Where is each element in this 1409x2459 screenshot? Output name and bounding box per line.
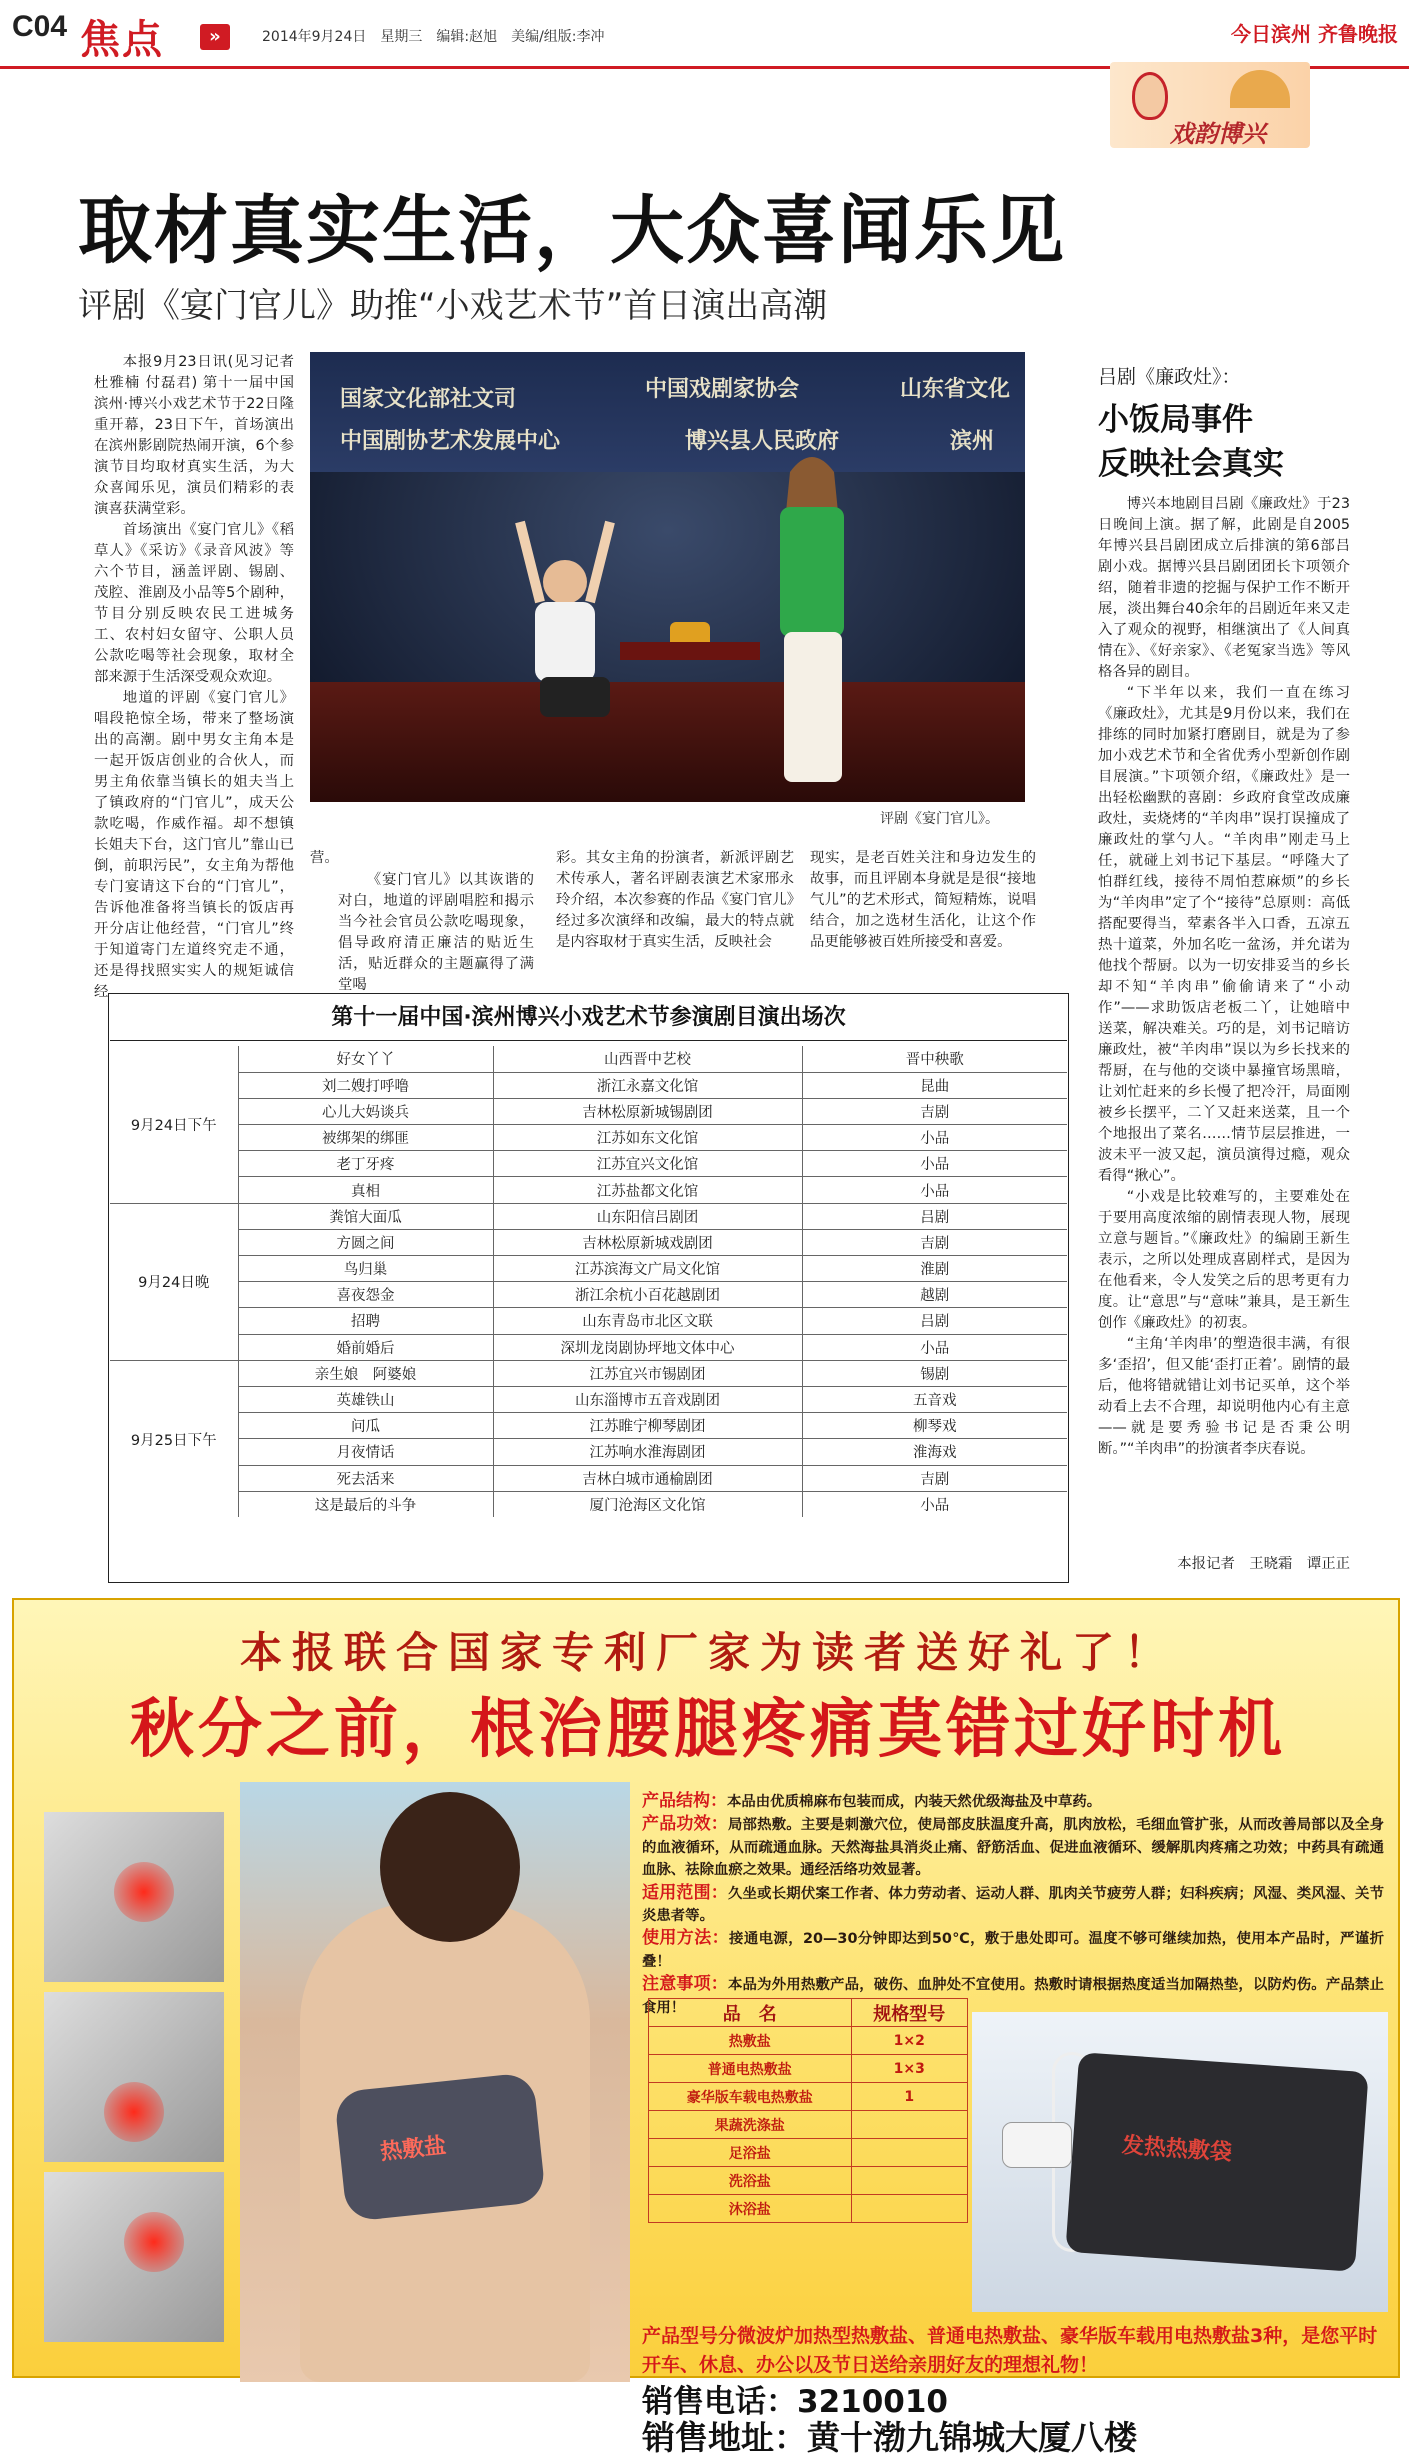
section-arrow-icon: »	[200, 24, 230, 50]
schedule-play: 招聘	[238, 1308, 493, 1334]
subheadline: 评剧《宴门官儿》助推“小戏艺术节”首日演出高潮	[78, 286, 828, 326]
ad-description	[642, 1790, 1384, 2019]
ad-headline-1: 本报联合国家专利厂家为读者送好礼了！	[239, 1628, 1176, 1677]
schedule-play: 这是最后的斗争	[238, 1491, 493, 1517]
side-paragraph: “下半年以来，我们一直在练习《廉政灶》，尤其是9月份以来，我们在排练的同时加紧打磨剧目，就是为了参加小戏艺术节和全省优秀小型新创作剧目展演。”卞项领介绍，《廉政灶》是一出轻松幽默的喜剧：乡政府食堂改成廉政灶，卖烧烤的“羊肉串”误打误撞成了廉政灶的掌勺人。“羊肉串”刚走马上任，就碰上刘书记下基层。“呼隆大了怕群红线，接待不周怕惹麻烦”的乡长为“羊肉串”定了个“接待”总原则：高低搭配要得当，荤素各半入口香，五凉五热十道菜，外加名吃一盆汤，并允诺为他找个帮厨。以为一切安排妥当的乡长却不知“羊肉串”偷偷请来了“小动作”——求助饭店老板二丫，让她暗中送菜，解决难关。巧的是，刘书记暗访廉政灶，被“羊肉串”误以为乡长找来的帮厨，在与他的交谈中暴撞官场黑暗，让刘忙赶来的乡长慢了把冷汗，局面刚被乡长摆平，二丫又赶来送菜，且一个个地报出了菜名……情节层层推进，一波未平一波又起，演员演得过瘾，观众看得“揪心”。	[1098, 685, 1350, 1184]
table-row	[110, 1177, 1067, 1203]
advertisement	[12, 1598, 1400, 2457]
schedule-genre: 晋中秧歌	[802, 1046, 1067, 1072]
logo-text: 戏韵博兴	[1170, 119, 1266, 148]
schedule-table	[110, 1046, 1067, 1517]
schedule-title-rule	[110, 1040, 1067, 1041]
side-paragraph: “主角‘羊肉串’的塑造很丰满，有很多‘歪招’，但又能‘歪打正着’。剧情的最后，他将错就错让刘书记买单，这个举动看上去不合理，却说明他内心有主意——就是要秀验书记是否秉公明断。”“羊肉串”的扮演者李庆春说。	[1098, 1336, 1350, 1457]
side-byline: 本报记者 王晓霜 谭正正	[1177, 1556, 1350, 1572]
ad-desc-text: 本品由优质棉麻布包装而成，内装天然优级海盐及中草药。	[727, 1794, 1102, 1810]
ad-desc-label: 产品功效：	[642, 1814, 728, 1835]
schedule-troupe: 吉林松原新城戏剧团	[493, 1229, 802, 1255]
table-row	[649, 1999, 968, 2027]
ad-spec-name: 足浴盐	[649, 2139, 852, 2167]
table-row	[110, 1151, 1067, 1177]
schedule-play: 被绑架的绑匪	[238, 1125, 493, 1151]
banner-text: 滨州	[950, 429, 995, 454]
schedule-genre: 吕剧	[802, 1308, 1067, 1334]
table-row	[649, 2083, 968, 2111]
table-row	[110, 1308, 1067, 1334]
ad-spec-name: 果蔬洗涤盐	[649, 2111, 852, 2139]
ad-spec-size	[851, 2111, 967, 2139]
article-paragraph: 本报9月23日讯(见习记者 杜雅楠 付磊君) 第十一届中国滨州·博兴小戏艺术节于22日隆重开幕，23日下午，首场演出在滨州影剧院热闹开演，6个参演节目均取材真实生活，为大众喜闻乐见，演员们精彩的表演喜获满堂彩。	[94, 354, 294, 517]
opera-mask-icon	[1132, 72, 1168, 120]
article-column-5	[810, 848, 1036, 980]
ad-knee-photo	[44, 2172, 224, 2342]
ad-shoulder-photo	[44, 1812, 224, 1982]
schedule-play: 鸟归巢	[238, 1256, 493, 1282]
schedule-genre: 小品	[802, 1334, 1067, 1360]
schedule-play: 死去活来	[238, 1465, 493, 1491]
banner-text: 山东省文化	[900, 377, 1011, 402]
table-row	[110, 1386, 1067, 1412]
actress-figure	[730, 442, 890, 798]
stage-photo	[310, 352, 1025, 798]
ad-spec-size	[851, 2167, 967, 2195]
banner-text: 博兴县人民政府	[685, 429, 840, 454]
ad-spec-size	[851, 2139, 967, 2167]
schedule-play: 心儿大妈谈兵	[238, 1098, 493, 1124]
model-hair	[380, 1792, 520, 1942]
article-paragraph: 《宴门官儿》以其诙谐的对白，地道的评剧唱腔和揭示当今社会官员公款吃喝现象，倡导政府清正廉洁的贴近生活，贴近群众的主题赢得了满堂喝	[338, 872, 534, 993]
table-row	[649, 2055, 968, 2083]
schedule-genre: 小品	[802, 1491, 1067, 1517]
table-row	[649, 2027, 968, 2055]
article-column-1	[94, 352, 294, 1000]
schedule-play: 月夜情话	[238, 1439, 493, 1465]
table-row	[110, 1125, 1067, 1151]
opera-logo	[1110, 62, 1310, 148]
schedule-play: 亲生娘 阿婆娘	[238, 1360, 493, 1386]
schedule-title: 第十一届中国·滨州博兴小戏艺术节参演剧目演出场次	[331, 1005, 846, 1030]
table-row	[110, 1439, 1067, 1465]
schedule-troupe: 吉林松原新城锡剧团	[493, 1098, 802, 1124]
ad-desc-label: 适用范围：	[642, 1882, 728, 1903]
ad-desc-row	[642, 1927, 1384, 1973]
ad-spec-size: 1×2	[851, 2027, 967, 2055]
table-row	[649, 2139, 968, 2167]
ad-address: 销售地址：黄十渤九锦城大厦八楼	[642, 2418, 1137, 2457]
ad-desc-text: 接通电源，20—30分钟即达到50℃，敷于患处即可。温度不够可继续加热，使用本产品时，严谨折叠！	[642, 1931, 1384, 1970]
schedule-troupe: 江苏睢宁柳琴剧团	[493, 1413, 802, 1439]
ad-desc-label: 产品结构：	[642, 1791, 727, 1811]
schedule-time: 9月24日下午	[130, 1117, 217, 1134]
schedule-genre: 柳琴戏	[802, 1413, 1067, 1439]
schedule-troupe: 山东阳信吕剧团	[493, 1203, 802, 1229]
table-prop	[620, 642, 760, 660]
schedule-troupe: 江苏宜兴文化馆	[493, 1151, 802, 1177]
side-body	[1098, 494, 1350, 1546]
side-title-2: 反映社会真实	[1098, 446, 1284, 482]
banner-text: 国家文化部社文司	[340, 387, 517, 412]
ad-model-photo	[240, 1782, 630, 2382]
schedule-genre: 昆曲	[802, 1072, 1067, 1098]
headline: 取材真实生活，大众喜闻乐见	[78, 188, 1066, 274]
side-title-1: 小饭局事件	[1098, 402, 1253, 438]
schedule-troupe: 厦门沧海区文化馆	[493, 1491, 802, 1517]
ad-spec-name: 热敷盐	[649, 2027, 852, 2055]
schedule-time: 9月25日下午	[110, 1360, 238, 1517]
section-title: 焦点	[80, 17, 164, 63]
side-paragraph: “小戏是比较难写的，主要难处在于要用高度浓缩的剧情表现人物，展现立意与题旨。”《廉政灶》的编剧王新生表示，之所以处理成喜剧样式，是因为在他看来，令人发笑之后的思考更有力度。让“意思”与“意味”兼具，是王新生创作《廉政灶》的初衷。	[1098, 1189, 1350, 1331]
schedule-play: 方圆之间	[238, 1229, 493, 1255]
ad-spec-name: 沐浴盐	[649, 2195, 852, 2223]
banner-text: 中国戏剧家协会	[645, 377, 800, 402]
schedule-genre: 五音戏	[802, 1386, 1067, 1412]
ad-spec-header: 规格型号	[851, 1999, 967, 2027]
article-column-3	[338, 870, 534, 993]
controller-icon	[1002, 2122, 1072, 2168]
table-row	[649, 2111, 968, 2139]
schedule-troupe: 深圳龙岗剧协坪地文体中心	[493, 1334, 802, 1360]
ad-headline-2: 秋分之前，根治腰腿疼痛莫错过好时机	[130, 1693, 1286, 1767]
ad-desc-label: 使用方法：	[642, 1928, 730, 1949]
ad-back-photo	[44, 1992, 224, 2162]
schedule-troupe: 山西晋中艺校	[493, 1046, 802, 1072]
schedule-genre: 吉剧	[802, 1229, 1067, 1255]
schedule-genre: 吕剧	[802, 1203, 1067, 1229]
ad-spec-name: 洗浴盐	[649, 2167, 852, 2195]
stage-floor	[310, 682, 1025, 802]
table-row	[110, 1360, 1067, 1386]
schedule-genre: 小品	[802, 1151, 1067, 1177]
ad-desc-row	[642, 1790, 1384, 1813]
schedule-genre: 淮海戏	[802, 1439, 1067, 1465]
ad-product-photo	[972, 2012, 1388, 2312]
table-row	[110, 1334, 1067, 1360]
page-number: C04	[12, 10, 68, 43]
ad-spec-table	[648, 1998, 968, 2223]
ad-desc-row	[642, 1882, 1384, 1928]
salt-pad-label: 热敷盐	[378, 2132, 448, 2166]
schedule-troupe: 江苏滨海文广局文化馆	[493, 1256, 802, 1282]
issue-meta: 2014年9月24日 星期三 编辑:赵旭 美编/组版:李冲	[262, 29, 605, 45]
schedule-play: 好女丫丫	[238, 1046, 493, 1072]
table-row	[110, 1098, 1067, 1124]
schedule-genre: 淮剧	[802, 1256, 1067, 1282]
article-paragraph: 现实，是老百姓关注和身边发生的故事，而且评剧本身就是是很“接地气儿”的艺术形式，简短精炼，说唱结合，加之选材生活化，让这个作品更能够被百姓所接受和喜爱。	[810, 850, 1036, 950]
schedule-genre: 小品	[802, 1177, 1067, 1203]
schedule-genre: 越剧	[802, 1282, 1067, 1308]
ad-phone: 销售电话：3210010	[642, 2384, 948, 2420]
schedule-troupe: 山东淄博市五音戏剧团	[493, 1386, 802, 1412]
article-column-4	[556, 848, 794, 980]
table-row	[110, 1256, 1067, 1282]
schedule-troupe: 江苏响水淮海剧团	[493, 1439, 802, 1465]
schedule-play: 婚前婚后	[238, 1334, 493, 1360]
schedule-genre: 吉剧	[802, 1098, 1067, 1124]
table-row	[110, 1465, 1067, 1491]
table-row	[110, 1413, 1067, 1439]
heat-bag-label: 发热热敷袋	[1121, 2132, 1233, 2166]
photo-caption: 评剧《宴门官儿》。	[880, 811, 999, 827]
ad-desc-row	[642, 1813, 1384, 1881]
schedule-troupe: 江苏宜兴市锡剧团	[493, 1360, 802, 1386]
schedule-troupe: 吉林白城市通榆剧团	[493, 1465, 802, 1491]
table-row	[110, 1229, 1067, 1255]
schedule-time: 9月24日晚	[110, 1203, 238, 1360]
ad-desc-text: 本品为外用热敷产品，破伤、血肿处不宜使用。热敷时请根据热度适当加隔热垫，以防灼伤。产品禁止食用！	[642, 1977, 1384, 2016]
ad-spec-name: 豪华版车载电热敷盐	[649, 2083, 852, 2111]
article-paragraph: 营。	[310, 850, 339, 866]
schedule-play: 老丁牙疼	[238, 1151, 493, 1177]
schedule-genre: 小品	[802, 1125, 1067, 1151]
ad-spec-size: 1	[851, 2083, 967, 2111]
schedule-play: 真相	[238, 1177, 493, 1203]
article-paragraph: 彩。其女主角的扮演者，新派评剧艺术传承人，著名评剧表演艺术家邢永玲介绍，本次参赛的作品《宴门官儿》经过多次演绎和改编，最大的特点就是内容取材于真实生活，反映社会	[556, 850, 794, 950]
schedule-play: 英雄铁山	[238, 1386, 493, 1412]
schedule-play: 粪馆大面瓜	[238, 1203, 493, 1229]
ad-spec-size: 1×3	[851, 2055, 967, 2083]
ad-desc-label: 注意事项：	[642, 1974, 728, 1995]
ad-spec-name: 普通电热敷盐	[649, 2055, 852, 2083]
ad-desc-text: 局部热敷。主要是刺激穴位，使局部皮肤温度升高，肌肉放松，毛细血管扩张，从而改善局部以及全身的血液循环，从而疏通血脉。天然海盐具消炎止痛、舒筋活血、促进血液循环、缓解肌肉疼痛之功效；中药具有疏通血脉、祛除血瘀之效果。通经活络功效显著。	[642, 1817, 1384, 1879]
table-row	[649, 2167, 968, 2195]
table-row	[110, 1203, 1067, 1229]
schedule-genre: 锡剧	[802, 1360, 1067, 1386]
table-row	[110, 1046, 1067, 1072]
article-paragraph: 首场演出《宴门官儿》《稻草人》《采访》《录音风波》等六个节目，涵盖评剧、锡剧、茂腔、淮剧及小品等5个剧种，节目分别反映农民工进城务工、农村妇女留守、公职人员公款吃喝等社会现象，取材全部来源于生活深受观众欢迎。	[94, 522, 294, 685]
schedule-troupe: 江苏盐都文化馆	[493, 1177, 802, 1203]
table-row	[110, 1072, 1067, 1098]
schedule-play: 刘二嫂打呼噜	[238, 1072, 493, 1098]
ad-spec-size	[851, 2195, 967, 2223]
schedule-troupe: 浙江永嘉文化馆	[493, 1072, 802, 1098]
schedule-troupe: 山东青岛市北区文联	[493, 1308, 802, 1334]
fan-icon	[1230, 70, 1290, 108]
table-row	[110, 1491, 1067, 1517]
side-paragraph: 博兴本地剧目吕剧《廉政灶》于23日晚间上演。据了解，此剧是自2005年博兴县吕剧团成立后排演的第6部吕剧小戏。据博兴县吕剧团团长卞项领介绍，随着非遗的挖掘与保护工作不断开展，淡出舞台40余年的吕剧近年来又走入了观众的视野，相继演出了《人间真情在》、《好亲家》、《老冤家当选》等风格各异的剧目。	[1098, 496, 1350, 680]
article-paragraph: 地道的评剧《宴门官儿》唱段艳惊全场，带来了整场演出的高潮。剧中男女主角本是一起开饭店创业的合伙人，而男主角依靠当镇长的姐夫当上了镇政府的“门官儿”，成天公款吃喝，作威作福。却不想镇长姐夫下台，这门官儿”靠山已倒，前职污民”，女主角为帮他专门宴请这下台的“门官儿”，告诉他准备将当镇长的饭店再开分店让他经营，“门官儿”终于知道寄门左道终究走不通，还是得找照实实人的规矩诚信经	[94, 690, 294, 1000]
schedule-play: 喜夜怨金	[238, 1282, 493, 1308]
schedule-play: 问瓜	[238, 1413, 493, 1439]
schedule-genre: 吉剧	[802, 1465, 1067, 1491]
ad-spec-header: 品 名	[649, 1999, 852, 2027]
table-row	[649, 2195, 968, 2223]
ad-desc-text: 久坐或长期伏案工作者、体力劳动者、运动人群、肌肉关节疲劳人群；妇科疾病；风湿、类风湿、关节炎患者等。	[642, 1885, 1384, 1925]
table-row	[110, 1282, 1067, 1308]
schedule-troupe: 浙江余杭小百花越剧团	[493, 1282, 802, 1308]
actor-figure	[480, 502, 650, 732]
schedule-troupe: 江苏如东文化馆	[493, 1125, 802, 1151]
ad-bottom-text: 产品型号分微波炉加热型热敷盐、普通电热敷盐、豪华版车载用电热敷盐3种，是您平时开车、休息、办公以及节日送给亲朋好友的理想礼物！	[642, 2325, 1378, 2376]
newspaper-name: 今日滨州 齐鲁晚报	[1231, 22, 1398, 46]
banner-text: 中国剧协艺术发展中心	[340, 429, 561, 454]
side-kicker: 吕剧《廉政灶》：	[1098, 366, 1241, 388]
